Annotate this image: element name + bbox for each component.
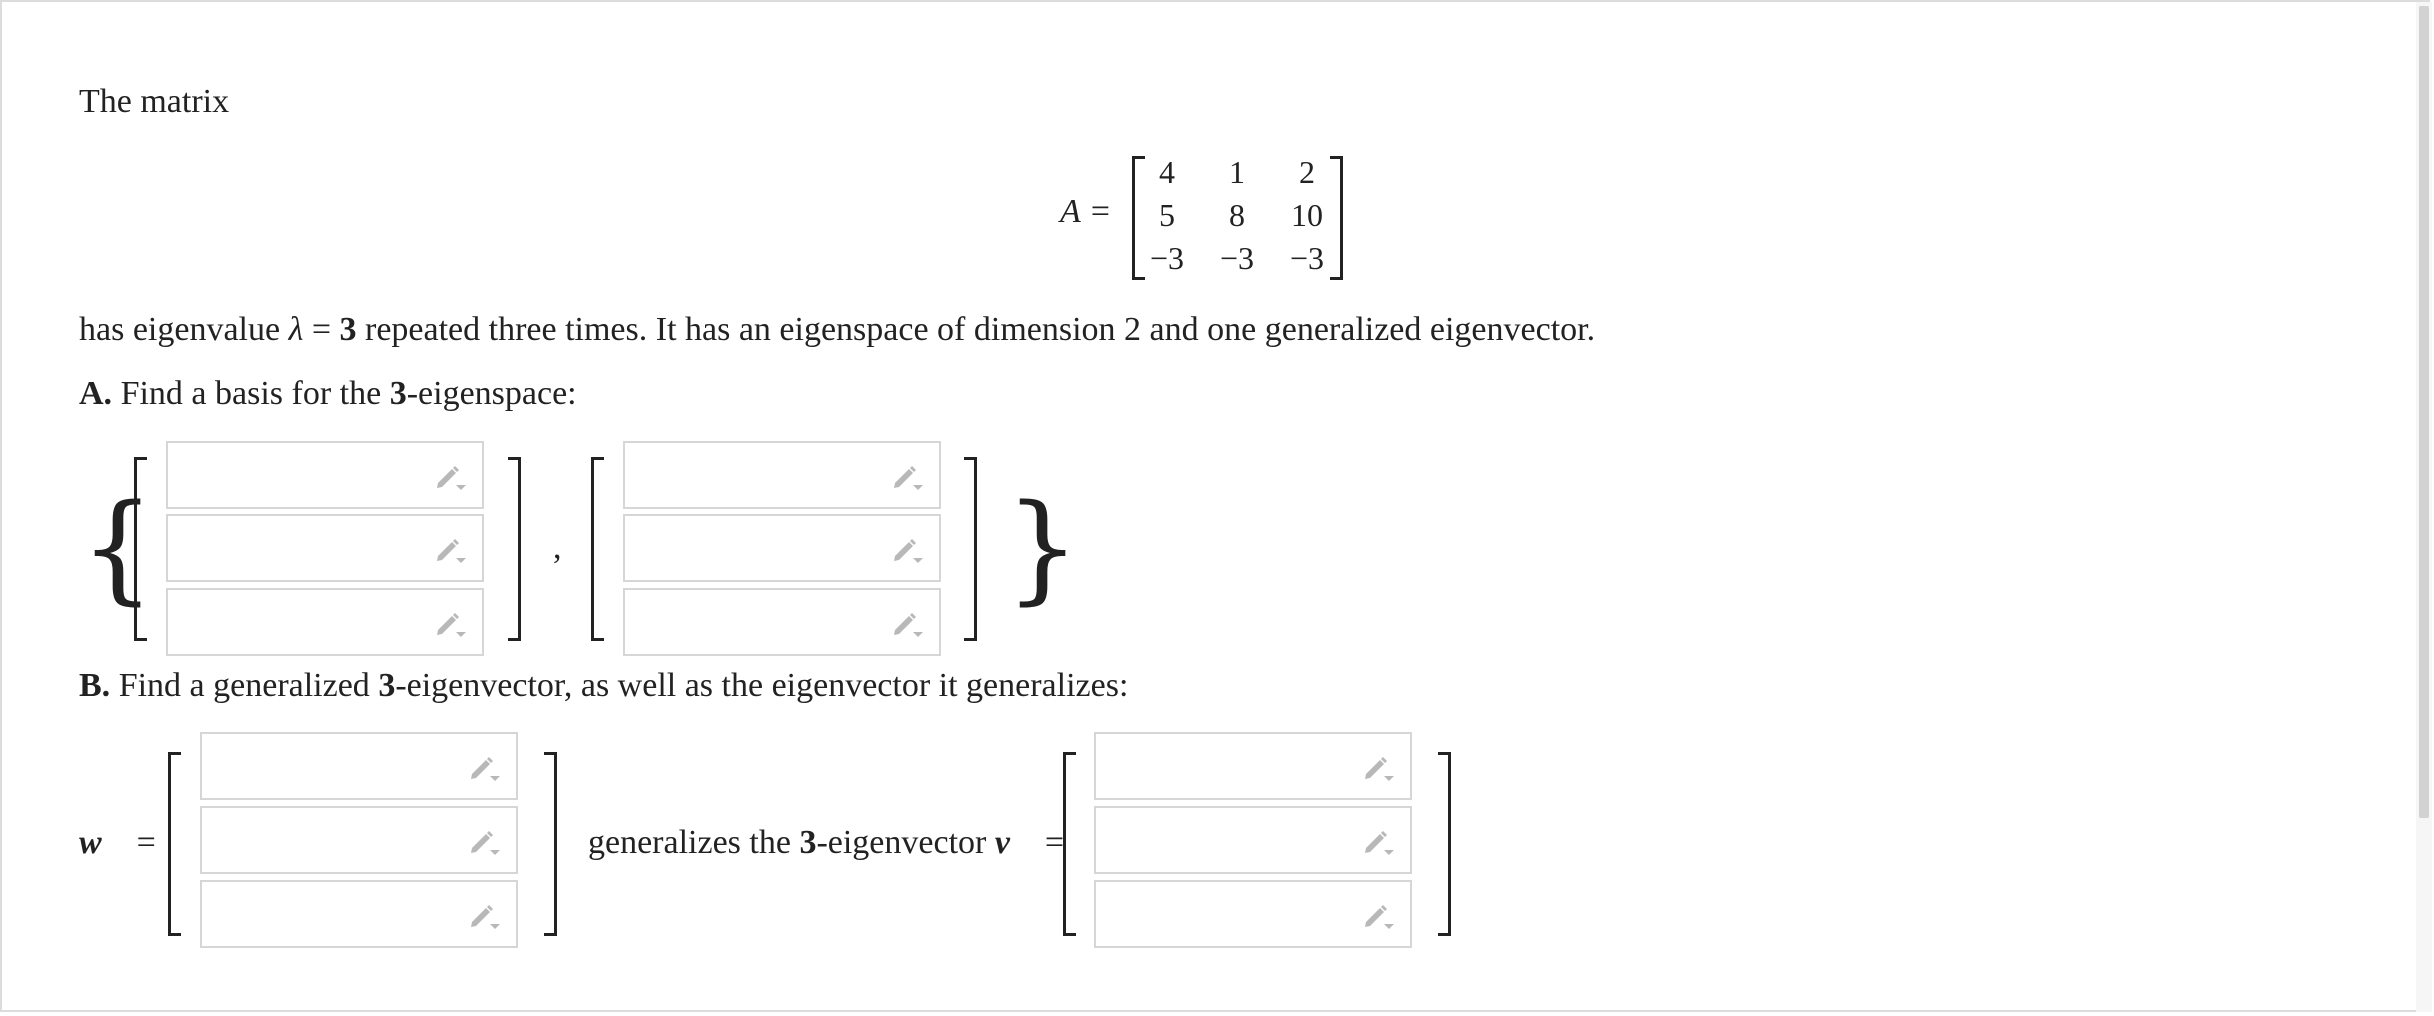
basis1-input[interactable]: [166, 441, 484, 509]
v-bracket-left: [1063, 752, 1076, 936]
generalizes-value: 3: [799, 824, 817, 861]
set-open-brace: {: [80, 478, 156, 616]
basis-comma: ,: [553, 529, 562, 566]
generalizes-eq: =: [1036, 824, 1065, 861]
matrix-cell: 1: [1229, 154, 1245, 190]
intro-text: The matrix: [79, 83, 230, 120]
part-b-value: 3: [378, 667, 396, 704]
part-a-pre: Find a basis for the: [112, 375, 390, 412]
statement-pre: has eigenvalue: [79, 311, 289, 348]
part-b-label: B.: [79, 667, 111, 704]
w-bracket-right: [544, 752, 557, 936]
part-b-prompt: [79, 666, 1128, 706]
pencil-edit-icon[interactable]: [468, 826, 502, 856]
v-input[interactable]: [1094, 732, 1412, 800]
v-symbol: v⃗: [994, 824, 1037, 861]
basis2-bracket-right: [964, 457, 977, 641]
scrollbar-thumb[interactable]: [2419, 6, 2429, 818]
eigenvalue: 3: [339, 311, 357, 348]
lambda-symbol: λ: [288, 311, 304, 348]
part-b-pre: Find a generalized: [110, 667, 379, 704]
matrix-cell: 2: [1299, 154, 1315, 190]
part-a-label: A.: [79, 375, 113, 412]
basis1-input[interactable]: [166, 588, 484, 656]
pencil-edit-icon[interactable]: [891, 461, 925, 491]
pencil-edit-icon[interactable]: [468, 900, 502, 930]
part-a-post: -eigenspace:: [406, 375, 577, 412]
pencil-edit-icon[interactable]: [468, 752, 502, 782]
pencil-edit-icon[interactable]: [1362, 826, 1396, 856]
generalizes-pre: generalizes the: [588, 824, 800, 861]
part-a-prompt: [79, 374, 577, 414]
v-bracket-right: [1438, 752, 1451, 936]
set-close-brace: }: [1005, 478, 1081, 616]
statement-post: repeated three times. It has an eigenspace of dimension 2 and one generalized eigenvector.: [356, 311, 1596, 348]
part-a-value: 3: [389, 375, 407, 412]
matrix-cell: 10: [1291, 197, 1323, 233]
matrix-cell: −3: [1289, 240, 1325, 276]
matrix-cell: −3: [1149, 240, 1185, 276]
w-label-group: [79, 823, 156, 863]
w-input[interactable]: [200, 732, 518, 800]
basis1-input[interactable]: [166, 514, 484, 582]
matrix-label: A =: [1060, 193, 1112, 230]
basis1-bracket-left: [134, 457, 147, 641]
v-input[interactable]: [1094, 880, 1412, 948]
w-input[interactable]: [200, 806, 518, 874]
part-b-post: -eigenvector, as well as the eigenvector it generalizes:: [395, 667, 1129, 704]
pencil-edit-icon[interactable]: [1362, 752, 1396, 782]
pencil-edit-icon[interactable]: [1362, 900, 1396, 930]
generalizes-post: -eigenvector: [816, 824, 995, 861]
basis2-bracket-left: [591, 457, 604, 641]
v-input[interactable]: [1094, 806, 1412, 874]
matrix-cell: 4: [1159, 154, 1175, 190]
matrix-cell: 5: [1159, 197, 1175, 233]
basis1-bracket-right: [508, 457, 521, 641]
pencil-edit-icon[interactable]: [434, 461, 468, 491]
statement-eq: =: [303, 311, 340, 348]
pencil-edit-icon[interactable]: [434, 608, 468, 638]
basis2-input[interactable]: [623, 514, 941, 582]
matrix-cell: 8: [1229, 197, 1245, 233]
pencil-edit-icon[interactable]: [434, 534, 468, 564]
generalizes-text: [588, 823, 1064, 863]
w-bracket-left: [168, 752, 181, 936]
w-symbol: w⃗: [79, 824, 129, 861]
pencil-edit-icon[interactable]: [891, 534, 925, 564]
w-input[interactable]: [200, 880, 518, 948]
basis2-input[interactable]: [623, 588, 941, 656]
pencil-edit-icon[interactable]: [891, 608, 925, 638]
matrix-cell: −3: [1219, 240, 1255, 276]
basis2-input[interactable]: [623, 441, 941, 509]
w-eq: =: [136, 824, 156, 861]
eigenvalue-statement: [79, 310, 1595, 350]
